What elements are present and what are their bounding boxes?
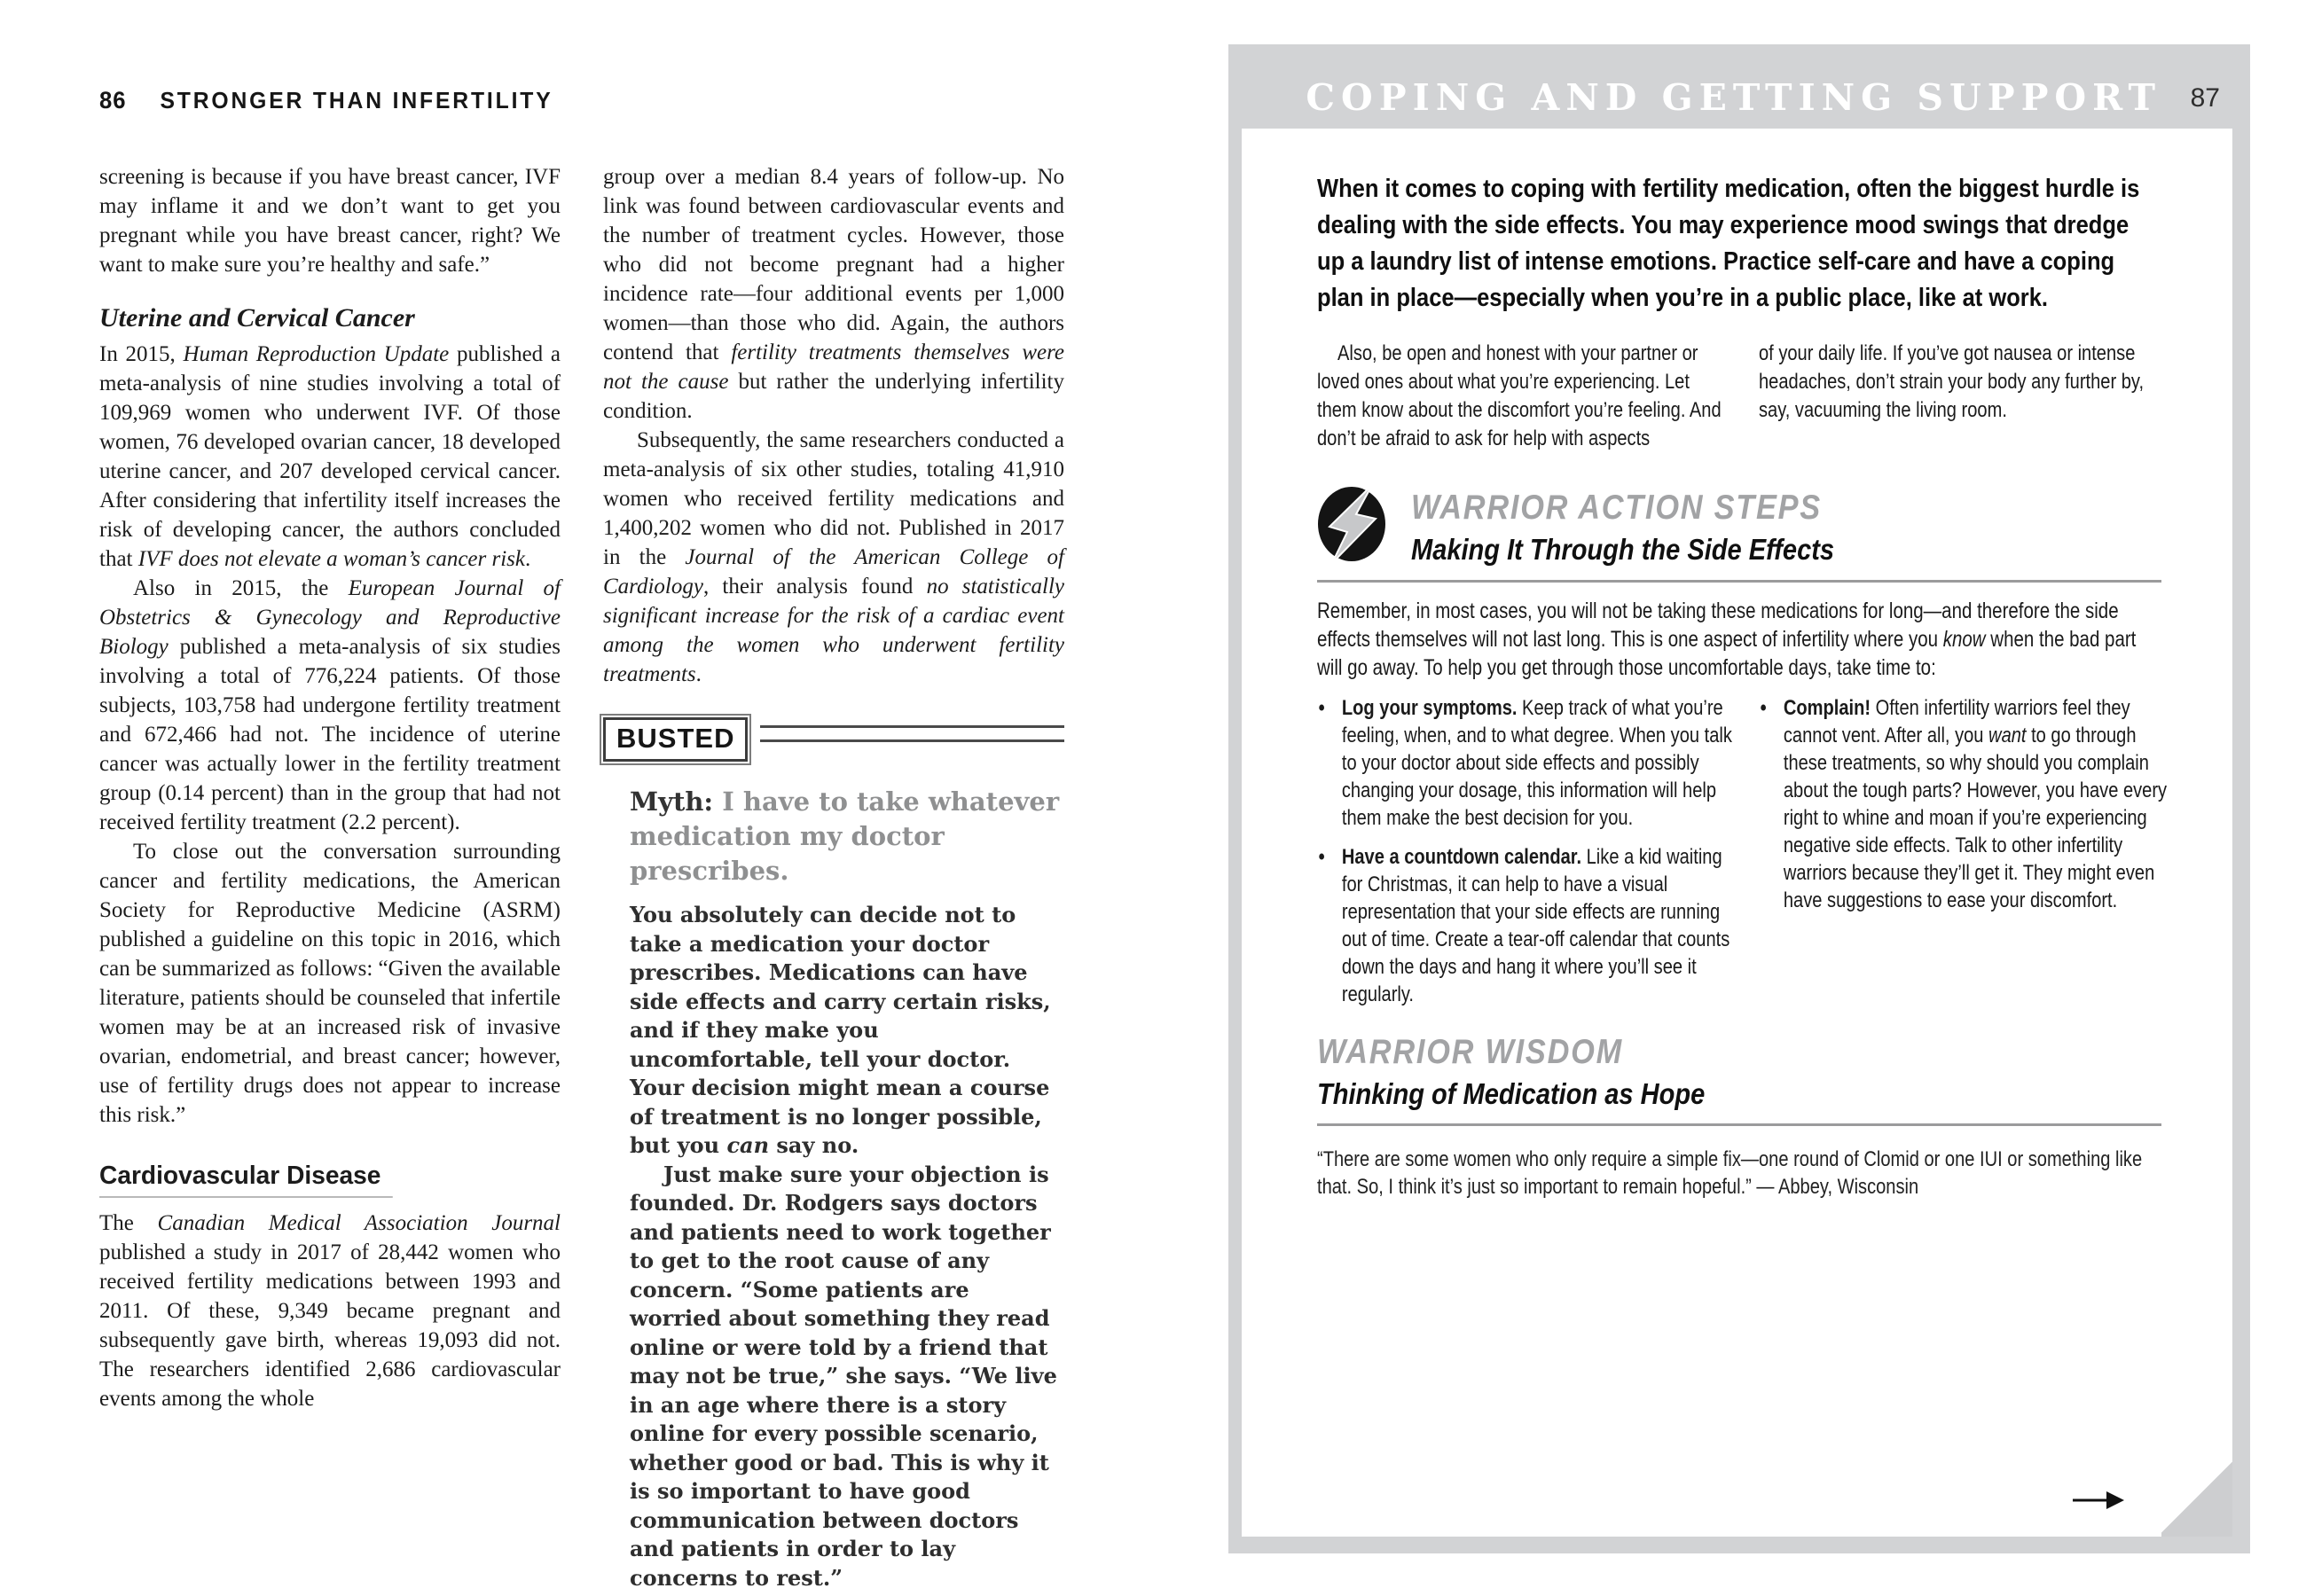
left-column-2 [603, 162, 1064, 1596]
right-running-head-title: COPING AND GETTING SUPPORT [1306, 76, 2161, 119]
paragraph: Just make sure your objection is founded. Dr. Rodgers says doctors and patients need to work together to get to the root cause of any concern. “Some patients are worried about something they read online or were told by a friend that may not be true,” she says. “We live in an age where there is a story online for every possible scenario, whether good or bad. This is why it is so important to have good communication between doctors and patients in order to lay concerns to rest.” [630, 1161, 1057, 1591]
bullet-lead: Log your symptoms. [1341, 696, 1518, 720]
bullet-column-2 [1759, 694, 2168, 914]
warrior-action-steps-eyebrow: WARRIOR ACTION STEPS [1411, 489, 1822, 527]
myth-body [603, 901, 1064, 1592]
right-page [1228, 44, 2250, 1553]
testimonial-quote: “There are some women who only require a simple fix—one round of Clomid or one IUI or something like that. So, I think it’s just so important to remain hopeful.” — Abbey, Wisconsin [1317, 1147, 2143, 1199]
paragraph: You absolutely can decide not to take a medication your doctor prescribes. Medications can have side effects and carry certain risks, and if they make you uncomfortable, tell your doctor. Your decision might mean a course of treatment is no longer possible, but you can say no. [630, 902, 1051, 1158]
left-column-1 [99, 162, 561, 1413]
right-page-content [1317, 171, 2168, 1201]
bullet-text: Keep track of what you’re feeling, when, and to what degree. When you talk to your doctor about side effects and possibly changing your dosage, this information will help them make the best decision for you. [1341, 696, 1732, 830]
paragraph: The Canadian Medical Association Journal published a study in 2017 of 28,442 women who received fertility medications between 1993 and 2011. Of these, 9,349 became pregnant and subsequently gave birth, whereas 19,093 did not. The researchers identified 2,686 cardiovascular events among the whole [99, 1211, 561, 1411]
note-column-1: Also, be open and honest with your partner or loved ones about what you’re experiencing. Let them know about the discomfort you’re feeling. And don’t be afraid to ask for help with aspects [1317, 341, 1722, 450]
paragraph: Also in 2015, the European Journal of Obstetrics & Gynecology and Reproductive Biology published a meta-analysis of six studies involving a total of 776,224 patients. Of those subjects, 103,758 had undergone fertility treatment and 672,466 had not. The incidence of uterine cancer was actually lower in the fertility treatment group (0.14 percent) than in the group that had not received fertility treatment (2.2 percent). [99, 576, 561, 834]
busted-banner [603, 717, 1064, 762]
busted-label: BUSTED [603, 717, 748, 762]
note-two-columns [1317, 340, 2161, 458]
myth-label: Myth: [630, 786, 723, 817]
bullet-lead: Have a countdown calendar. [1341, 845, 1582, 869]
warrior-action-steps-titles [1411, 485, 1892, 567]
divider-rule [1317, 1123, 2161, 1126]
right-page-panel [1242, 129, 2232, 1537]
right-arrow-icon [2071, 1488, 2126, 1517]
warrior-wisdom-eyebrow: WARRIOR WISDOM [1317, 1033, 1623, 1071]
chapter-intro: When it comes to coping with fertility medication, often the biggest hurdle is dealing with the side effects. You may experience mood swings that dredge up a laundry list of intense emotions. Practice self-care and have a coping plan in place—especially when you’re in a public place, like at work. [1317, 175, 2140, 312]
action-steps-intro: Remember, in most cases, you will not be taking these medications for long—and therefore the side effects themselves will not last long. This is one aspect of infertility where you know when the bad part will go away. To help you get through those uncomfortable days, take time to: [1317, 598, 2137, 680]
bullet-marker: • [1318, 845, 1325, 869]
paragraph: To close out the conversation surrounding cancer and fertility medications, the American Society for Reproductive Medicine (ASRM) published a guideline on this topic in 2016, which can be summarized as follows: “Given the available literature, patients should be counseled that infertile women may be at an increased risk of invasive ovarian, endometrial, and breast cancer; however, use of fertility drugs does not appear to increase this risk.” [99, 840, 561, 1127]
left-running-header [99, 87, 553, 114]
paragraph: In 2015, Human Reproduction Update published a meta-analysis of nine studies involving a total of 109,969 women who underwent IVF. Of those women, 76 developed ovarian cancer, 18 developed uterine cancer, and 207 developed cervical cancer. After considering that infertility itself increases the risk of developing cancer, the authors concluded that IVF does not elevate a woman’s cancer risk. [99, 342, 561, 571]
paragraph: group over a median 8.4 years of follow-up. No link was found between cardiovascular events and the number of treatment cycles. However, those who did not become pregnant had a higher incidence rate—four additional events per 1,000 women—than those who did. Again, the authors contend that fertility treatments themselves were not the cause but rather the underlying infertility condition. [603, 165, 1064, 423]
warrior-wisdom-title: Thinking of Medication as Hope [1317, 1077, 1706, 1110]
list-item [1317, 843, 1737, 1008]
left-page-number: 86 [99, 87, 127, 113]
page-corner-fold [2161, 1459, 2232, 1537]
bullet-marker: • [1760, 696, 1767, 720]
busted-double-rule [760, 725, 1064, 742]
paragraph: Subsequently, the same researchers conducted a meta-analysis of six other studies, totaling 41,910 women who received fertility medications and 1,400,202 women who did not. Published in 2017 in the Journal of the American College of Cardiology, their analysis found no statistically significant increase for the risk of a cardiac event among the women who underwent fertility treatments. [603, 428, 1064, 686]
warrior-wisdom-section [1317, 1033, 2161, 1201]
warrior-action-steps-header [1317, 485, 2161, 567]
right-page-number: 87 [2190, 83, 2220, 113]
bullet-marker: • [1318, 696, 1325, 720]
left-running-head-title: STRONGER THAN INFERTILITY [160, 87, 553, 113]
section-heading-uterine-cervical-cancer: Uterine and Cervical Cancer [99, 303, 415, 332]
bullet-list-two-columns [1317, 694, 2168, 1006]
bullet-column-1 [1317, 694, 1737, 1008]
bullet-text: Often infertility warriors feel they cannot vent. After all, you want to go through these treatments, so why should you complain about the tough parts? However, you have every right to whine and moan if you’re experiencing negative side effects. Talk to other infertility warriors because they’ll get it. They might even have suggestions to ease your discomfort. [1783, 696, 2168, 912]
warrior-action-steps-title: Making It Through the Side Effects [1411, 533, 1835, 566]
list-item [1317, 694, 1737, 832]
paragraph: screening is because if you have breast cancer, IVF may inflame it and we don’t want to get you pregnant while you have breast cancer, right? We want to make sure you’re healthy and safe.” [99, 165, 561, 277]
divider-rule [1317, 580, 2161, 583]
myth-heading [630, 785, 1064, 888]
lightning-bolt-icon [1317, 485, 1386, 567]
note-column-2: of your daily life. If you’ve got nausea or intense headaches, don’t strain your body any further by, say, vacuuming the living room. [1759, 341, 2145, 422]
bullet-lead: Complain! [1783, 696, 1871, 720]
myth-statement: I have to take whatever medication my doctor prescribes. [630, 786, 1060, 886]
bullet-text: Like a kid waiting for Christmas, it can help to have a visual representation that your side effects are running out of time. Create a tear-off calendar that counts down the days and hang it where you’ll see it regularly. [1341, 845, 1730, 1006]
section-heading-cardiovascular-disease: Cardiovascular Disease [99, 1162, 393, 1198]
list-item [1759, 694, 2168, 914]
